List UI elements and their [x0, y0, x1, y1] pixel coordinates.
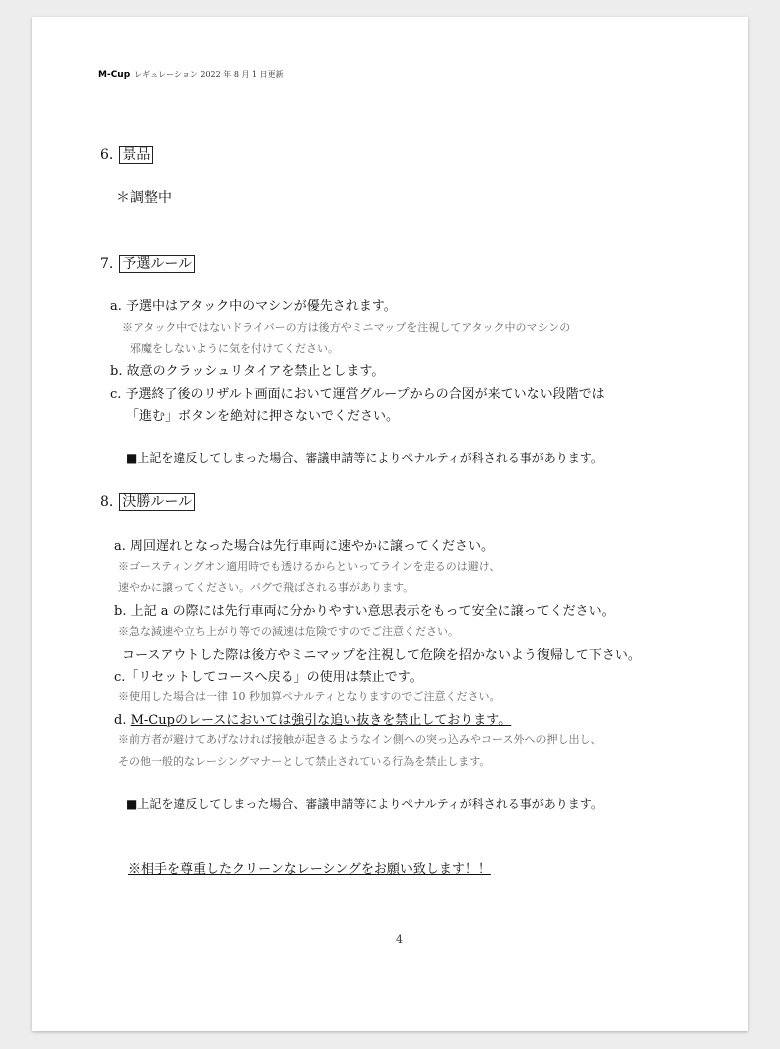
section-8-rule-a-note-2: 速やかに譲ってください。バグで飛ばされる事があります。: [118, 581, 415, 594]
section-8-heading: [100, 491, 195, 511]
section-7-rule-a-note-1: ※アタック中ではないドライバーの方は後方やミニマップを注視してアタック中のマシンの: [122, 321, 571, 334]
page-number: 4: [396, 933, 403, 946]
section-8-rule-d-note-1: ※前方者が避けてあげなければ接触が起きるようなイン側への突っ込みやコース外への押し出し、: [118, 733, 602, 746]
header-text: レギュレーション 2022 年 8 月 1 日更新: [134, 70, 284, 79]
section-8-rule-d-note-2: その他一般的なレーシングマナーとして禁止されている行為を禁止します。: [118, 755, 491, 768]
section-8-rule-c-note: ※使用した場合は一律 10 秒加算ペナルティとなりますのでご注意ください。: [118, 690, 501, 703]
section-7-rule-a-note-2: 邪魔をしないように気を付けてください。: [130, 342, 339, 355]
section-7-rule-b: b. 故意のクラッシュリタイアを禁止とします。: [110, 364, 385, 379]
section-6-title: 景品: [119, 146, 153, 164]
section-8-penalty-note: ■上記を違反してしまった場合、審議申請等によりペナルティが科される事があります。: [126, 797, 603, 811]
section-8-rule-d-text: M-Cupのレースにおいては強引な追い抜きを禁止しております。: [130, 713, 512, 728]
section-6-item: ＊調整中: [116, 190, 172, 206]
section-6-heading: [100, 144, 153, 164]
section-8-rule-a: a. 周回遅れとなった場合は先行車両に速やかに譲ってください。: [114, 539, 495, 554]
section-8-rule-b: b. 上記 a の際には先行車両に分かりやすい意思表示をもって安全に譲ってください。: [114, 604, 615, 619]
section-8-rule-b-extra: コースアウトした際は後方やミニマップを注視して危険を招かないよう復帰して下さい。: [122, 648, 641, 663]
section-7-rule-c-line-2: 「進む」ボタンを絶対に押さないでください。: [126, 409, 400, 424]
section-8-number: 8.: [100, 494, 114, 510]
page-header: [98, 69, 284, 80]
closing-message: ※相手を尊重したクリーンなレーシングをお願い致します！！: [128, 862, 491, 877]
header-logo: M-Cup: [98, 70, 131, 80]
section-7-heading: [100, 253, 195, 273]
section-8-rule-a-note-1: ※ゴースティングオン適用時でも透けるからといってラインを走るのは避け、: [118, 560, 501, 573]
section-8-rule-d: [114, 709, 511, 728]
section-8-rule-c: c.「リセットしてコースへ戻る」の使用は禁止です。: [114, 670, 423, 685]
section-7-rule-c-line-1: c. 予選終了後のリザルト画面において運営グループからの合図が来ていない段階では: [110, 387, 605, 402]
section-7-penalty-note: ■上記を違反してしまった場合、審議申請等によりペナルティが科される事があります。: [126, 451, 603, 465]
section-7-title: 予選ルール: [119, 255, 195, 273]
section-8-title: 決勝ルール: [119, 493, 195, 511]
document-page: [32, 17, 748, 1031]
section-8-rule-b-note: ※急な減速や立ち上がり等での減速は危険ですのでご注意ください。: [118, 625, 459, 638]
section-6-number: 6.: [100, 147, 114, 163]
section-7-rule-a: a. 予選中はアタック中のマシンが優先されます。: [110, 299, 397, 314]
section-7-number: 7.: [100, 256, 114, 272]
section-8-rule-d-prefix: d.: [114, 713, 131, 728]
